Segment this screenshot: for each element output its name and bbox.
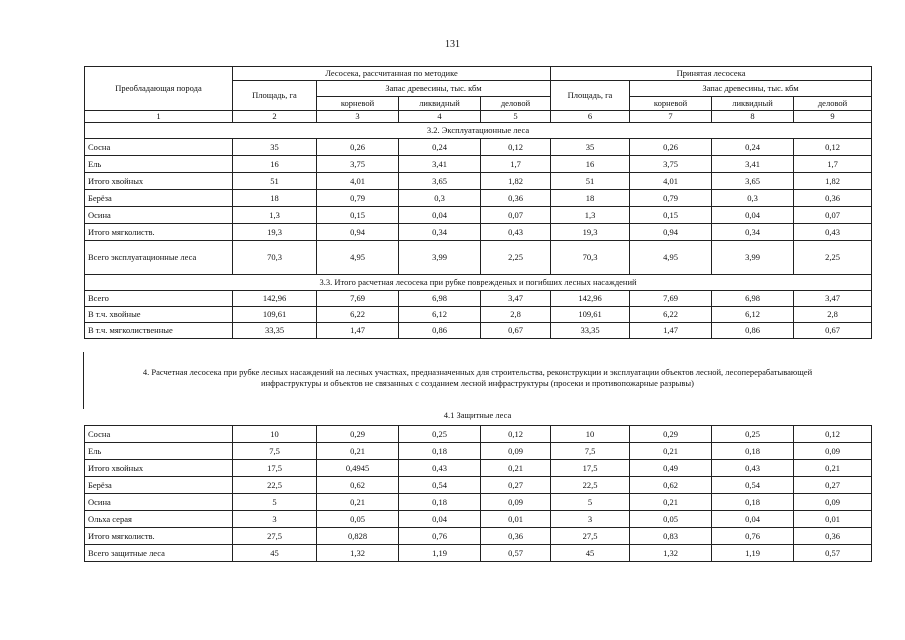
table-cell: 35: [551, 139, 630, 156]
table-cell: 3,99: [712, 241, 794, 275]
table-row: [85, 323, 872, 339]
table-row: [85, 443, 872, 460]
table-cell: 51: [233, 173, 317, 190]
row-label: Берёза: [85, 477, 233, 494]
header-area: Площадь, га: [551, 81, 630, 111]
table-cell: 45: [551, 545, 630, 562]
table-cell: 0,07: [794, 207, 872, 224]
table-cell: 0,18: [712, 443, 794, 460]
header-root: корневой: [317, 97, 399, 111]
table-row: [85, 528, 872, 545]
table-cell: 2,8: [481, 307, 551, 323]
header-business: деловой: [481, 97, 551, 111]
column-number: 6: [551, 111, 630, 123]
table-cell: 142,96: [551, 291, 630, 307]
row-label: Ель: [85, 156, 233, 173]
header-liquid: ликвидный: [399, 97, 481, 111]
subsection-title: 4.1 Защитные леса: [443, 410, 512, 420]
table-cell: 7,5: [551, 443, 630, 460]
table-cell: 6,22: [317, 307, 399, 323]
table-row: [85, 291, 872, 307]
header-stock: Запас древесины, тыс. кбм: [630, 81, 872, 97]
table-cell: 0,09: [481, 494, 551, 511]
table-row: [85, 460, 872, 477]
table-cell: 142,96: [233, 291, 317, 307]
header-root: корневой: [630, 97, 712, 111]
table-cell: 0,79: [317, 190, 399, 207]
row-label: Сосна: [85, 426, 233, 443]
header-accepted-group: Принятая лесосека: [551, 67, 872, 81]
protective-forest-table: [84, 425, 872, 562]
table-cell: 109,61: [233, 307, 317, 323]
table-cell: 0,05: [317, 511, 399, 528]
table-cell: 6,98: [712, 291, 794, 307]
table-cell: 3: [551, 511, 630, 528]
table-cell: 3,41: [712, 156, 794, 173]
table-cell: 0,34: [712, 224, 794, 241]
table-cell: 5: [233, 494, 317, 511]
row-label: Осина: [85, 207, 233, 224]
table-cell: 27,5: [551, 528, 630, 545]
table-cell: 0,4945: [317, 460, 399, 477]
table-row: [85, 173, 872, 190]
table-cell: 7,5: [233, 443, 317, 460]
table-row: [85, 545, 872, 562]
table-cell: 3,41: [399, 156, 481, 173]
table-cell: 0,94: [317, 224, 399, 241]
table-cell: 0,04: [712, 207, 794, 224]
table-cell: 1,7: [481, 156, 551, 173]
table-cell: 0,34: [399, 224, 481, 241]
column-number: 9: [794, 111, 872, 123]
table-cell: 0,27: [794, 477, 872, 494]
table-cell: 35: [233, 139, 317, 156]
table-cell: 0,18: [399, 494, 481, 511]
table-cell: 0,36: [481, 528, 551, 545]
table-cell: 10: [233, 426, 317, 443]
section-4-heading-line: инфраструктуры и объектов не связанных с созданием лесной инфраструктуры (просеки и противопожарные разрывы): [261, 378, 694, 388]
table-cell: 2,8: [794, 307, 872, 323]
table-cell: 51: [551, 173, 630, 190]
table-cell: 17,5: [551, 460, 630, 477]
column-number: 7: [630, 111, 712, 123]
table-cell: 0,26: [317, 139, 399, 156]
table-cell: 0,76: [399, 528, 481, 545]
table-cell: 0,43: [399, 460, 481, 477]
table-cell: 7,69: [630, 291, 712, 307]
table-cell: 0,21: [317, 443, 399, 460]
table-cell: 1,7: [794, 156, 872, 173]
table-cell: 0,36: [794, 190, 872, 207]
table-cell: 0,21: [317, 494, 399, 511]
row-label: Итого хвойных: [85, 460, 233, 477]
table-cell: 0,62: [317, 477, 399, 494]
table-cell: 0,54: [399, 477, 481, 494]
table-cell: 1,82: [794, 173, 872, 190]
table-cell: 0,01: [794, 511, 872, 528]
table-cell: 3,75: [317, 156, 399, 173]
section-4-heading: [84, 367, 871, 389]
table-row: [85, 156, 872, 173]
table-cell: 16: [551, 156, 630, 173]
row-label: Ольха серая: [85, 511, 233, 528]
table-cell: 0,01: [481, 511, 551, 528]
table-row: [85, 426, 872, 443]
column-number: 3: [317, 111, 399, 123]
column-number: 1: [85, 111, 233, 123]
table-cell: 1,19: [399, 545, 481, 562]
table-cell: 33,35: [551, 323, 630, 339]
table-cell: 1,3: [551, 207, 630, 224]
table-cell: 0,43: [794, 224, 872, 241]
table-cell: 0,67: [481, 323, 551, 339]
table-cell: 0,24: [712, 139, 794, 156]
table-cell: 1,3: [233, 207, 317, 224]
table-cell: 0,04: [399, 207, 481, 224]
table-cell: 0,15: [630, 207, 712, 224]
table-cell: 0,29: [317, 426, 399, 443]
table-cell: 0,26: [630, 139, 712, 156]
table-cell: 17,5: [233, 460, 317, 477]
table-cell: 0,43: [712, 460, 794, 477]
table-cell: 0,86: [712, 323, 794, 339]
table-row: [85, 477, 872, 494]
table-cell: 3,75: [630, 156, 712, 173]
row-label: Сосна: [85, 139, 233, 156]
table-cell: 0,25: [712, 426, 794, 443]
table-row: [85, 494, 872, 511]
page-number: 131: [445, 39, 460, 50]
table-cell: 0,21: [630, 443, 712, 460]
table-cell: 109,61: [551, 307, 630, 323]
table-cell: 0,04: [712, 511, 794, 528]
table-cell: 0,05: [630, 511, 712, 528]
table-cell: 0,36: [794, 528, 872, 545]
table-cell: 0,3: [399, 190, 481, 207]
table-row: [85, 207, 872, 224]
section-title: 3.3. Итого расчетная лесосека при рубке поврежденых и погибших лесных насаждений: [85, 275, 872, 291]
table-cell: 3,65: [712, 173, 794, 190]
table-cell: 0,18: [712, 494, 794, 511]
row-label: Берёза: [85, 190, 233, 207]
table-cell: 0,21: [481, 460, 551, 477]
table-cell: 70,3: [233, 241, 317, 275]
table-cell: 0,09: [794, 494, 872, 511]
table-cell: 0,21: [630, 494, 712, 511]
row-label: Всего эксплуатационные леса: [85, 241, 233, 275]
table-cell: 10: [551, 426, 630, 443]
table-cell: 70,3: [551, 241, 630, 275]
table-cell: 0,43: [481, 224, 551, 241]
table-cell: 0,57: [481, 545, 551, 562]
table-cell: 3,99: [399, 241, 481, 275]
table-row: [85, 511, 872, 528]
table-cell: 0,25: [399, 426, 481, 443]
table-cell: 0,09: [794, 443, 872, 460]
table-cell: 4,01: [630, 173, 712, 190]
row-label: Итого мягколиств.: [85, 224, 233, 241]
table-cell: 0,83: [630, 528, 712, 545]
table-cell: 0,24: [399, 139, 481, 156]
table-cell: 0,828: [317, 528, 399, 545]
table-cell: 0,21: [794, 460, 872, 477]
table-cell: 1,82: [481, 173, 551, 190]
table-cell: 1,47: [630, 323, 712, 339]
table-cell: 16: [233, 156, 317, 173]
table-cell: 0,09: [481, 443, 551, 460]
row-label: Итого мягколиств.: [85, 528, 233, 545]
row-label: Всего защитные леса: [85, 545, 233, 562]
forest-cutting-table: [84, 66, 872, 339]
table-cell: 0,54: [712, 477, 794, 494]
table-cell: 6,12: [712, 307, 794, 323]
table-cell: 0,3: [712, 190, 794, 207]
row-label: Ель: [85, 443, 233, 460]
header-stock: Запас древесины, тыс. кбм: [317, 81, 551, 97]
table-cell: 0,67: [794, 323, 872, 339]
table-cell: 18: [233, 190, 317, 207]
table-cell: 0,12: [794, 139, 872, 156]
table-cell: 4,95: [317, 241, 399, 275]
table-cell: 0,07: [481, 207, 551, 224]
section-title: 3.2. Эксплуатационные леса: [85, 123, 872, 139]
table-cell: 1,32: [317, 545, 399, 562]
table-cell: 0,12: [481, 139, 551, 156]
table-row: [85, 139, 872, 156]
section-4-heading-line: 4. Расчетная лесосека при рубке лесных насаждений на лесных участках, предназначенных для строительства, реконструкции и эксплуатации объектов лесной, лесоперерабатывающей: [142, 367, 813, 377]
column-number: 5: [481, 111, 551, 123]
column-number: 8: [712, 111, 794, 123]
table-cell: 22,5: [551, 477, 630, 494]
row-label: В т.ч. мягколиственные: [85, 323, 233, 339]
table-cell: 22,5: [233, 477, 317, 494]
table-row: [85, 241, 872, 275]
table-cell: 6,22: [630, 307, 712, 323]
table-cell: 0,49: [630, 460, 712, 477]
table-row: [85, 307, 872, 323]
table-cell: 4,01: [317, 173, 399, 190]
table-cell: 18: [551, 190, 630, 207]
table-cell: 0,79: [630, 190, 712, 207]
header-area: Площадь, га: [233, 81, 317, 111]
table-cell: 3: [233, 511, 317, 528]
row-label: Всего: [85, 291, 233, 307]
table-cell: 5: [551, 494, 630, 511]
table-cell: 3,47: [481, 291, 551, 307]
header-business: деловой: [794, 97, 872, 111]
header-species: Преобладающая порода: [85, 67, 233, 111]
table-cell: 2,25: [481, 241, 551, 275]
table-row: [85, 224, 872, 241]
table-cell: 3,65: [399, 173, 481, 190]
table-cell: 0,27: [481, 477, 551, 494]
row-label: Осина: [85, 494, 233, 511]
table-cell: 6,98: [399, 291, 481, 307]
row-label: В т.ч. хвойные: [85, 307, 233, 323]
table-cell: 19,3: [551, 224, 630, 241]
table-cell: 6,12: [399, 307, 481, 323]
column-number: 2: [233, 111, 317, 123]
table-row: [85, 190, 872, 207]
table-cell: 0,94: [630, 224, 712, 241]
table-cell: 0,15: [317, 207, 399, 224]
table-cell: 45: [233, 545, 317, 562]
table-cell: 2,25: [794, 241, 872, 275]
column-numbers-row: [85, 111, 872, 123]
table-cell: 0,12: [794, 426, 872, 443]
table-cell: 7,69: [317, 291, 399, 307]
table-cell: 0,57: [794, 545, 872, 562]
table-cell: 0,18: [399, 443, 481, 460]
column-number: 4: [399, 111, 481, 123]
table-cell: 19,3: [233, 224, 317, 241]
table-cell: 4,95: [630, 241, 712, 275]
table-cell: 0,12: [481, 426, 551, 443]
table-cell: 0,62: [630, 477, 712, 494]
table-cell: 0,86: [399, 323, 481, 339]
table-cell: 0,04: [399, 511, 481, 528]
table-cell: 1,47: [317, 323, 399, 339]
row-label: Итого хвойных: [85, 173, 233, 190]
header-method-group: Лесосека, рассчитанная по методике: [233, 67, 551, 81]
table-cell: 33,35: [233, 323, 317, 339]
table-cell: 0,36: [481, 190, 551, 207]
header-liquid: ликвидный: [712, 97, 794, 111]
table-cell: 3,47: [794, 291, 872, 307]
table-cell: 0,29: [630, 426, 712, 443]
table-cell: 27,5: [233, 528, 317, 545]
table-cell: 0,76: [712, 528, 794, 545]
table-cell: 1,19: [712, 545, 794, 562]
table-cell: 1,32: [630, 545, 712, 562]
